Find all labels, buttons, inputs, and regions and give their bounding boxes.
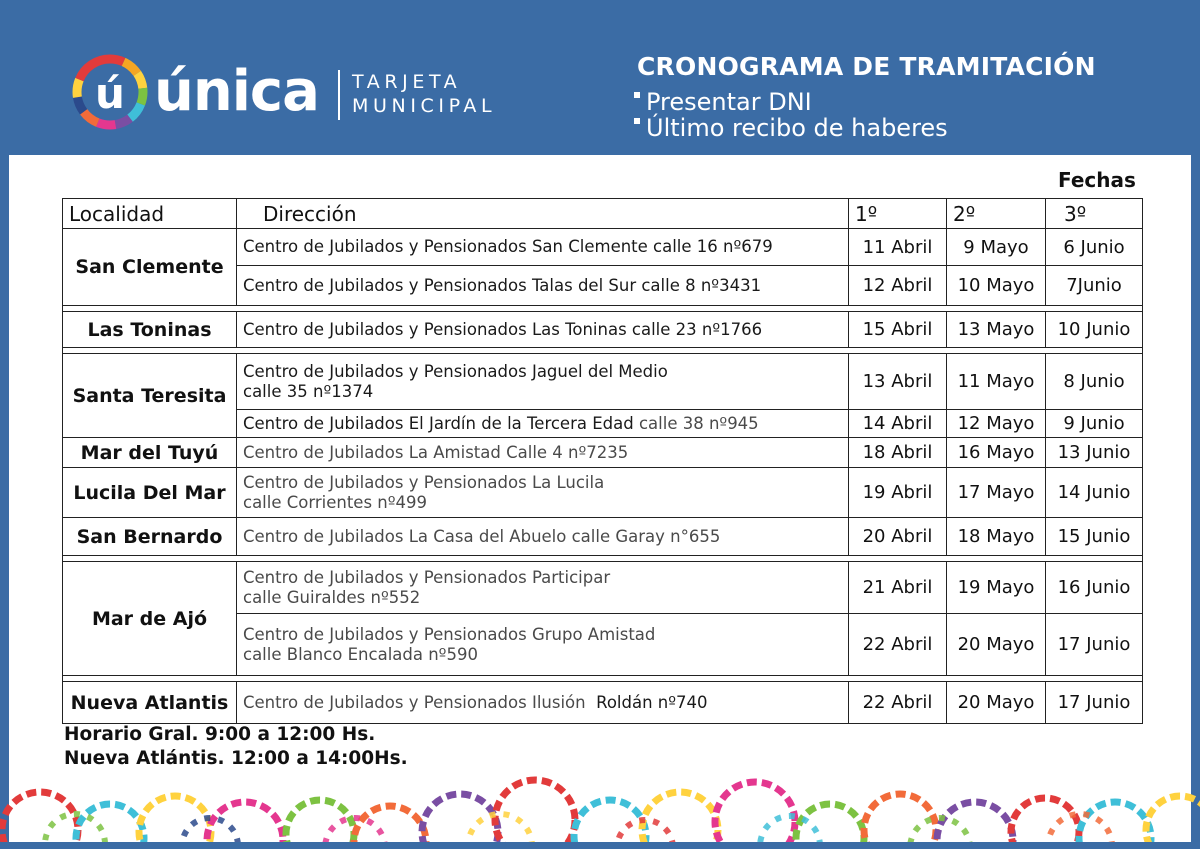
- localidad-cell: Mar de Ajó: [63, 562, 237, 676]
- svg-text:ú: ú: [95, 69, 125, 118]
- localidad-cell: Nueva Atlantis: [63, 682, 237, 724]
- hours-line2: Nueva Atlántis. 12:00 a 14:00Hs.: [64, 748, 408, 769]
- col-header-fecha-1: 1º: [849, 199, 947, 229]
- direccion-cell: [237, 410, 849, 438]
- direccion-cell: Centro de Jubilados y Pensionados San Clemente calle 16 nº679: [237, 229, 849, 266]
- fecha-1-cell: 22 Abril: [849, 682, 947, 724]
- fecha-1-cell: 20 Abril: [849, 518, 947, 556]
- localidad-cell: Santa Teresita: [63, 354, 237, 438]
- table-row: [63, 518, 1143, 556]
- direccion-cell: [237, 468, 849, 518]
- fecha-3-cell: 17 Junio: [1046, 614, 1143, 676]
- table-header-row: [63, 199, 1143, 229]
- fecha-3-cell: 15 Junio: [1046, 518, 1143, 556]
- fecha-3-cell: 17 Junio: [1046, 682, 1143, 724]
- brand-name: única: [154, 59, 319, 124]
- header-banner: [0, 0, 1200, 155]
- fecha-2-cell: 17 Mayo: [947, 468, 1046, 518]
- fecha-1-cell: 14 Abril: [849, 410, 947, 438]
- requirement-text: Presentar DNI: [646, 88, 812, 116]
- direccion-text: Centro de Jubilados La Amistad Calle 4 nº7235: [243, 442, 629, 462]
- brand-subtitle-line1: TARJETA: [352, 71, 462, 93]
- fecha-3-cell: 9 Junio: [1046, 410, 1143, 438]
- direccion-cell: Centro de Jubilados y Pensionados Talas del Sur calle 8 nº3431: [237, 266, 849, 306]
- fecha-1-cell: 18 Abril: [849, 438, 947, 468]
- left-border: [0, 155, 9, 849]
- fecha-1-cell: 19 Abril: [849, 468, 947, 518]
- direccion-cell: [237, 614, 849, 676]
- direccion-cell: [237, 354, 849, 410]
- fecha-2-cell: 20 Mayo: [947, 682, 1046, 724]
- fecha-1-cell: 11 Abril: [849, 229, 947, 266]
- direccion-line2: calle 35 nº1374: [243, 381, 374, 401]
- fecha-2-cell: 11 Mayo: [947, 354, 1046, 410]
- fecha-3-cell: 10 Junio: [1046, 312, 1143, 348]
- localidad-cell: San Clemente: [63, 229, 237, 306]
- direccion-line1: Centro de Jubilados El Jardín de la Tercera Edad: [243, 413, 634, 433]
- schedule-title: CRONOGRAMA DE TRAMITACIÓN: [637, 52, 1096, 81]
- fecha-2-cell: 9 Mayo: [947, 229, 1046, 266]
- fecha-2-cell: 16 Mayo: [947, 438, 1046, 468]
- requirement-item: [634, 88, 812, 116]
- fechas-label: Fechas: [1058, 168, 1136, 192]
- direccion-line2: calle Corrientes nº499: [243, 492, 428, 512]
- table-row: [63, 312, 1143, 348]
- table-row: [63, 438, 1143, 468]
- direccion-text: Centro de Jubilados La Casa del Abuelo calle Garay n°655: [243, 526, 721, 546]
- direccion-cell: [237, 562, 849, 614]
- table-row: [63, 229, 1143, 266]
- fecha-3-cell: 13 Junio: [1046, 438, 1143, 468]
- direccion-line1: Centro de Jubilados y Pensionados Participar: [243, 567, 611, 587]
- brand-subtitle-line2: MUNICIPAL: [352, 95, 497, 117]
- localidad-cell: Mar del Tuyú: [63, 438, 237, 468]
- fecha-2-cell: 18 Mayo: [947, 518, 1046, 556]
- fecha-2-cell: 20 Mayo: [947, 614, 1046, 676]
- requirement-text: Último recibo de haberes: [646, 114, 948, 142]
- fecha-3-cell: 6 Junio: [1046, 229, 1143, 266]
- localidad-cell: Lucila Del Mar: [63, 468, 237, 518]
- table-row: [63, 562, 1143, 614]
- direccion-line2: calle 38 nº945: [638, 413, 759, 433]
- requirement-item: [634, 114, 948, 142]
- col-header-fecha-2: 2º: [947, 199, 1046, 229]
- confetti-rings-decoration: [0, 760, 1200, 842]
- fecha-2-cell: 12 Mayo: [947, 410, 1046, 438]
- direccion-line1: Centro de Jubilados y Pensionados Jaguel del Medio: [243, 361, 668, 381]
- direccion-line1: Centro de Jubilados y Pensionados Ilusión: [243, 692, 586, 712]
- bullet-icon: [634, 92, 640, 98]
- direccion-line1: Centro de Jubilados y Pensionados Grupo Amistad: [243, 624, 656, 644]
- col-header-direccion: Dirección: [237, 199, 849, 229]
- unica-logo-ring-icon: [70, 52, 150, 132]
- fecha-1-cell: 15 Abril: [849, 312, 947, 348]
- direccion-line2: calle Guiraldes nº552: [243, 587, 421, 607]
- schedule-table: [62, 198, 1143, 724]
- direccion-cell: Centro de Jubilados y Pensionados Las Toninas calle 23 nº1766: [237, 312, 849, 348]
- bullet-icon: [634, 118, 640, 124]
- table-row: [63, 682, 1143, 724]
- fecha-3-cell: 7Junio: [1046, 266, 1143, 306]
- direccion-cell: [237, 682, 849, 724]
- table-row: [63, 354, 1143, 410]
- col-header-fecha-3: 3º: [1046, 199, 1143, 229]
- localidad-cell: Las Toninas: [63, 312, 237, 348]
- bottom-border: [0, 842, 1200, 849]
- brand-subtitle: [352, 70, 496, 118]
- hours-line1: Horario Gral. 9:00 a 12:00 Hs.: [64, 724, 376, 745]
- fecha-1-cell: 12 Abril: [849, 266, 947, 306]
- fecha-3-cell: 14 Junio: [1046, 468, 1143, 518]
- table-row: [63, 468, 1143, 518]
- fecha-2-cell: 19 Mayo: [947, 562, 1046, 614]
- col-header-localidad: Localidad: [63, 199, 237, 229]
- direccion-cell: [237, 518, 849, 556]
- fecha-1-cell: 22 Abril: [849, 614, 947, 676]
- logo-divider: [338, 70, 340, 120]
- fecha-1-cell: 21 Abril: [849, 562, 947, 614]
- fecha-3-cell: 16 Junio: [1046, 562, 1143, 614]
- fecha-1-cell: 13 Abril: [849, 354, 947, 410]
- fecha-2-cell: 13 Mayo: [947, 312, 1046, 348]
- localidad-cell: San Bernardo: [63, 518, 237, 556]
- fecha-2-cell: 10 Mayo: [947, 266, 1046, 306]
- direccion-cell: [237, 438, 849, 468]
- direccion-line1: Centro de Jubilados y Pensionados La Lucila: [243, 472, 605, 492]
- direccion-line2: Roldán nº740: [596, 692, 708, 712]
- right-border: [1191, 155, 1200, 849]
- fecha-3-cell: 8 Junio: [1046, 354, 1143, 410]
- direccion-line2: calle Blanco Encalada nº590: [243, 644, 478, 664]
